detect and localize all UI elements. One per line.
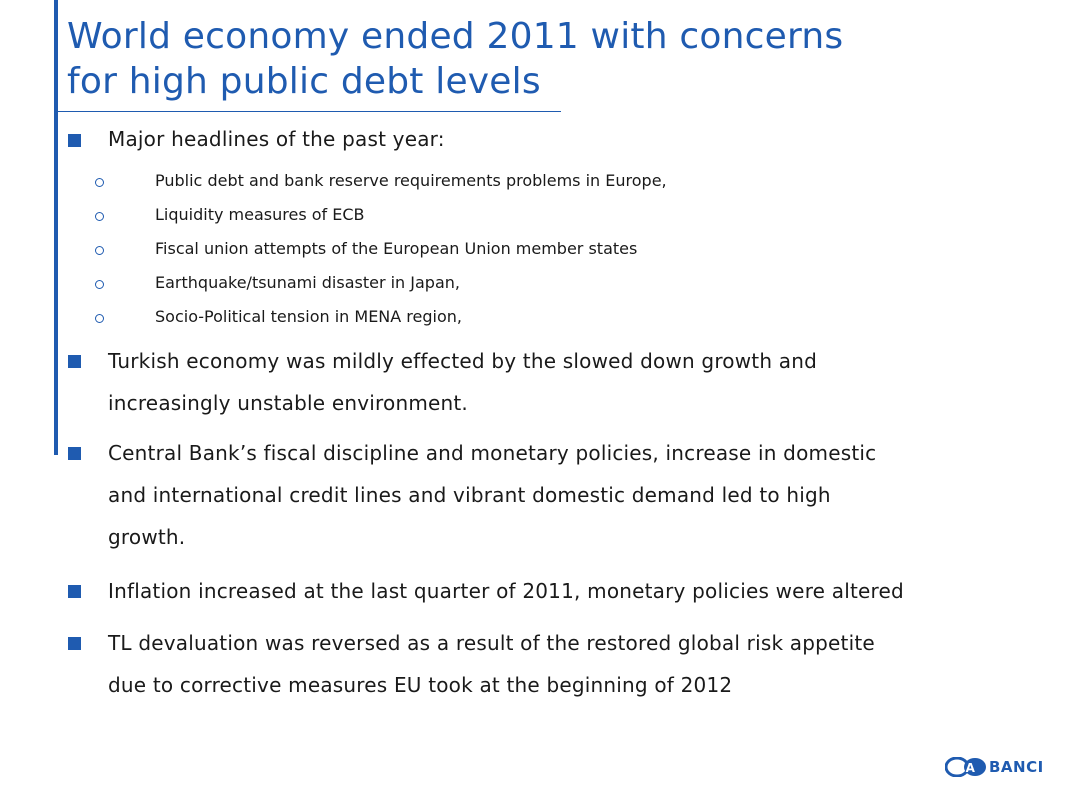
circle-bullet-icon [95,212,104,221]
circle-bullet-icon [95,280,104,289]
square-bullet-icon [68,355,81,368]
sub-bullet-item [95,234,995,270]
circle-bullet-icon [95,178,104,187]
sub-bullet-item [95,166,995,202]
sub-bullet-item [95,302,995,338]
circle-bullet-icon [95,314,104,323]
title-line-2: for high public debt levels [67,61,541,102]
sub-bullet-text: Public debt and bank reserve requirements problems in Europe, [155,171,667,190]
bullet-text-line: due to corrective measures EU took at the beginning of 2012 [108,673,733,697]
sabanci-logo [945,757,1050,777]
square-bullet-icon [68,637,81,650]
sub-bullet-item [95,268,995,304]
square-bullet-icon [68,447,81,460]
sub-bullet-item [95,200,995,236]
slide-title [67,14,1027,104]
title-line-1: World economy ended 2011 with concerns [67,16,844,57]
bullet-text-line: growth. [108,525,186,549]
circle-bullet-icon [95,246,104,255]
bullet-text-line: TL devaluation was reversed as a result of the restored global risk appetite [108,631,875,655]
square-bullet-icon [68,134,81,147]
bullet-text-line: increasingly unstable environment. [108,391,468,415]
square-bullet-icon [68,585,81,598]
bullet-text: Major headlines of the past year: [108,127,445,151]
sub-bullet-text: Earthquake/tsunami disaster in Japan, [155,273,460,292]
bullet-text-line: Turkish economy was mildly effected by the slowed down growth and [108,349,818,373]
sub-bullet-text: Socio-Political tension in MENA region, [155,307,462,326]
bullet-text-line: and international credit lines and vibrant domestic demand led to high [108,483,831,507]
logo-mark-text: SA [953,761,979,775]
sub-bullet-text: Liquidity measures of ECB [155,205,365,224]
sub-bullet-text: Fiscal union attempts of the European Union member states [155,239,638,258]
logo-text: BANCI [989,758,1044,776]
bullet-text-line: Inflation increased at the last quarter of 2011, monetary policies were altered [108,579,904,603]
logo-mark-letters [945,757,989,777]
bullet-text-line: Central Bank’s fiscal discipline and monetary policies, increase in domestic [108,441,877,465]
title-divider [58,111,561,112]
accent-bar [54,0,58,455]
